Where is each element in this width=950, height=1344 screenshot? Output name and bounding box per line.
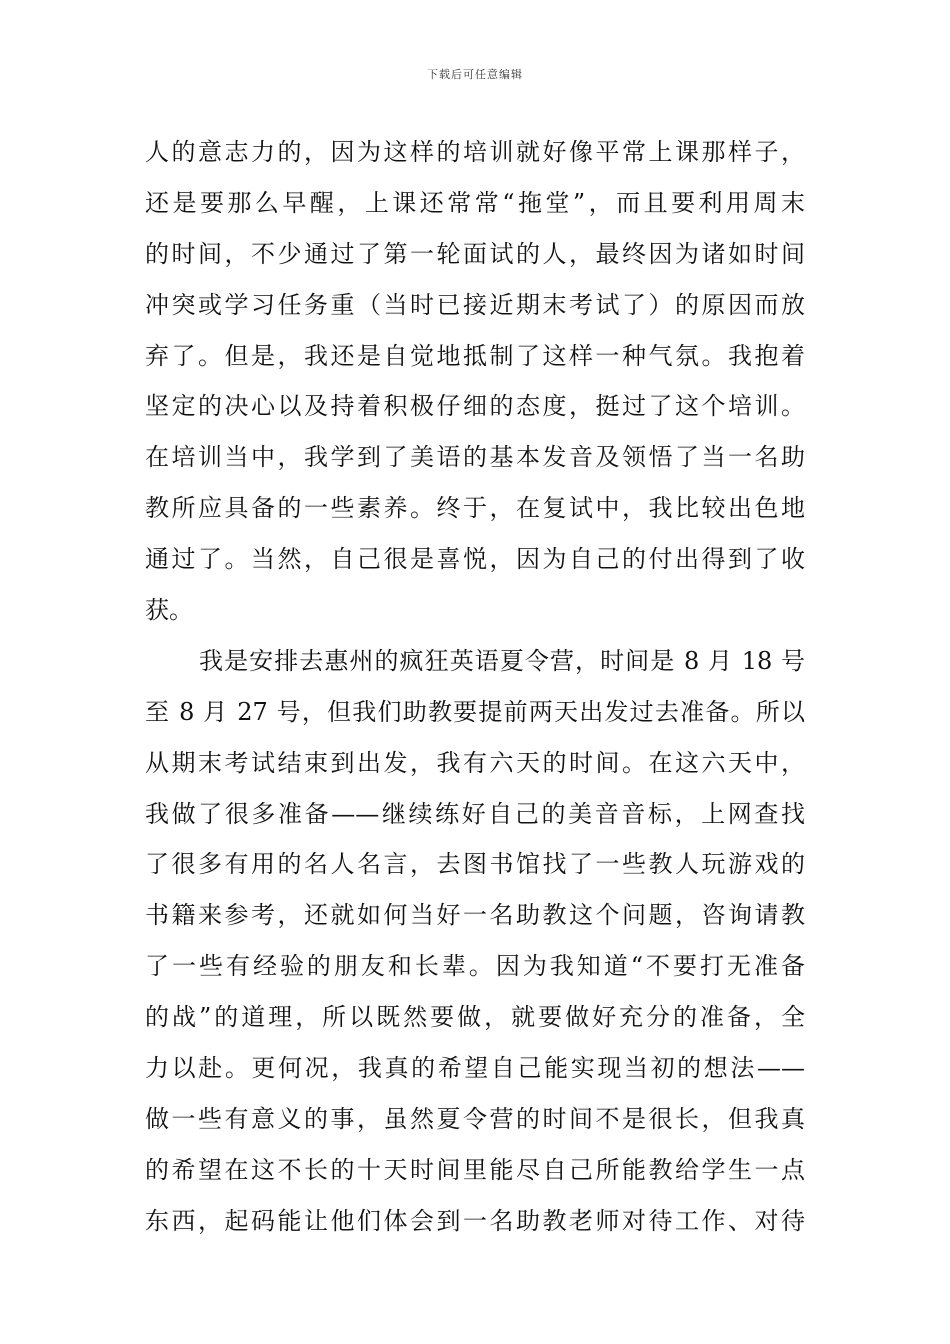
text-line: 冲突或学习任务重（当时已接近期末考试了）的原因而放 xyxy=(145,290,805,319)
text-line: 从期末考试结束到出发，我有六天的时间。在这六天中， xyxy=(145,748,805,777)
paragraph-start-line: 我是安排去惠州的疯狂英语夏令营，时间是 8 月 18 号 xyxy=(199,646,805,675)
text-line: 的战”的道理，所以既然要做，就要做好充分的准备，全 xyxy=(145,1003,805,1032)
text-line: 教所应具备的一些素养。终于，在复试中，我比较出色地 xyxy=(145,494,805,523)
text-line: 的希望在这不长的十天时间里能尽自己所能教给学生一点 xyxy=(145,1155,805,1184)
text-line: 通过了。当然，自己很是喜悦，因为自己的付出得到了收 xyxy=(145,545,805,574)
text-line: 书籍来参考，还就如何当好一名助教这个问题，咨询请教 xyxy=(145,901,805,930)
body-text xyxy=(145,127,805,1247)
text-line: 我做了很多准备——继续练好自己的美音音标，上网查找 xyxy=(145,799,805,828)
text-line: 人的意志力的，因为这样的培训就好像平常上课那样子， xyxy=(145,138,805,166)
text-line: 了很多有用的名人名言，去图书馆找了一些教人玩游戏的 xyxy=(145,850,805,879)
text-line: 的时间，不少通过了第一轮面试的人，最终因为诸如时间 xyxy=(145,239,805,268)
text-line: 弃了。但是，我还是自觉地抵制了这样一种气氛。我抱着 xyxy=(145,341,805,370)
text-line: 还是要那么早醒，上课还常常“拖堂”，而且要利用周末 xyxy=(145,188,805,217)
text-line: 坚定的决心以及持着积极仔细的态度，挺过了这个培训。 xyxy=(145,392,805,421)
text-line: 至 8 月 27 号，但我们助教要提前两天出发过去准备。所以 xyxy=(145,697,805,726)
text-line: 做一些有意义的事，虽然夏令营的时间不是很长，但我真 xyxy=(145,1104,805,1133)
text-line: 东西，起码能让他们体会到一名助教老师对待工作、对待 xyxy=(145,1206,805,1235)
text-line: 力以赴。更何况，我真的希望自己能实现当初的想法—— xyxy=(145,1054,805,1083)
header-note: 下载后可任意编辑 xyxy=(427,68,523,81)
text-line: 获。 xyxy=(145,596,193,625)
text-line: 了一些有经验的朋友和长辈。因为我知道“不要打无准备 xyxy=(145,952,805,981)
text-line: 在培训当中，我学到了美语的基本发音及领悟了当一名助 xyxy=(145,443,805,472)
